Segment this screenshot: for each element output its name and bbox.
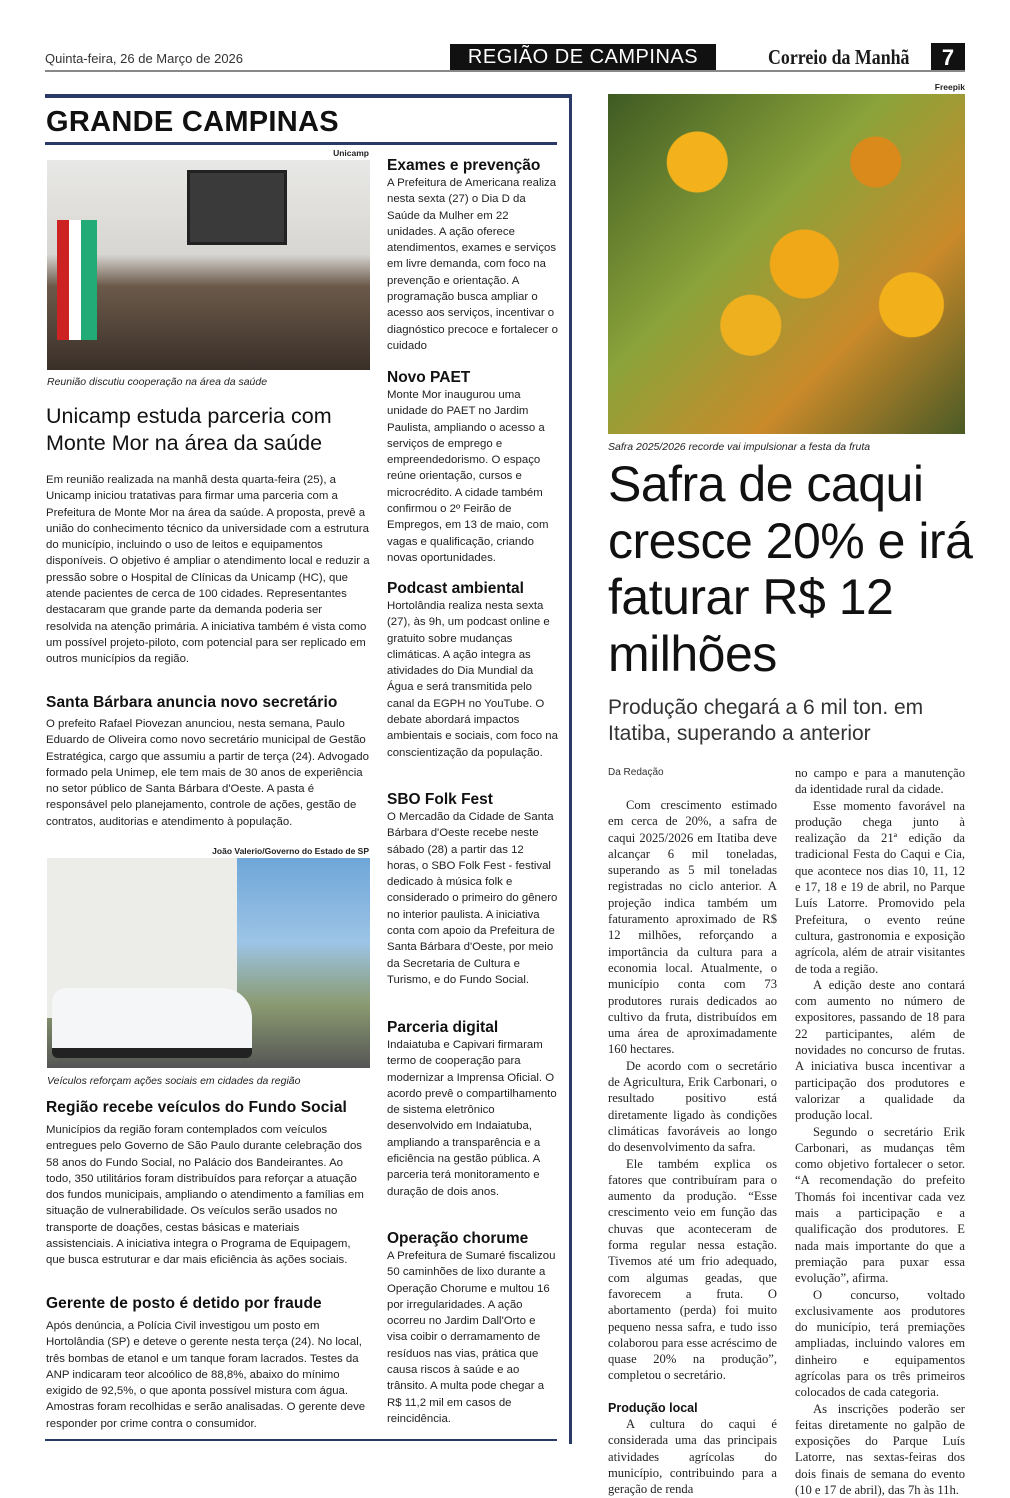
article-headline: Unicamp estuda parceria com Monte Mor na área da saúde [46, 404, 332, 455]
photo-caption: Veículos reforçam ações sociais em cidades da região [47, 1075, 301, 1087]
paragraph: O concurso, voltado exclusivamente aos produtores do município, terá premiações ampliadas, incluindo valores em dinheiro e equipamentos agrícolas para os três primeiros colocados de cada categoria. [795, 1287, 965, 1400]
subhead: Produção local [608, 1400, 698, 1415]
kicker-title: GRANDE CAMPINAS [46, 106, 339, 138]
paragraph: A edição deste ano contará com aumento no número de expositores, passando de 18 para 22 participantes, além de novidades no concurso de frutas. A iniciativa busca incentivar a participação dos produtores e valorizar a qualidade da produção local. [795, 977, 965, 1123]
box-bottom-border [45, 1439, 557, 1441]
photo-caption: Safra 2025/2026 recorde vai impulsionar a festa da fruta [608, 441, 871, 453]
map-picture [187, 170, 287, 245]
brief [387, 1230, 558, 1427]
box-right-border [569, 94, 572, 1444]
brief [387, 580, 558, 791]
middle-briefs [387, 157, 558, 1427]
paragraph: Segundo o secretário Erik Carbonari, as mudanças têm como objetivo fortalecer o setor. “A recomendação do prefeito Thomás foi incentivar cada vez mais a participação e a qualificação dos produtores. E nada mais importante do que a premiação para puxar essa evolução”, afirma. [795, 1124, 965, 1286]
brief [387, 1019, 558, 1230]
vehicle [52, 988, 252, 1058]
brief-body: Monte Mor inaugurou uma unidade do PAET no Jardim Paulista, ampliando o acesso a serviços de emprego e empreendedorismo. O espaço reúne orientação, cursos e microcrédito. A cidade também confirmou o 2º Feirão de Empregos, em 13 de maio, com vagas e qualificação, criando novas oportunidades. [387, 389, 549, 564]
section-title: REGIÃO DE CAMPINAS [450, 44, 716, 70]
brief-title: Região recebe veículos do Fundo Social [46, 1099, 347, 1116]
brief-title: Santa Bárbara anuncia novo secretário [46, 694, 338, 711]
brief-title: Gerente de posto é detido por fraude [46, 1295, 322, 1312]
issue-date: Quinta-feira, 26 de Março de 2026 [45, 51, 244, 66]
article-column-1 [608, 797, 777, 1497]
newspaper-logo: Correio da Manhã [768, 45, 910, 69]
brief-body: A Prefeitura de Sumaré fiscalizou 50 caminhões de lixo durante a Operação Chorume e multou 16 por irregularidades. A ação ocorreu no Jardim Dall'Orto e visa coibir o derramamento de resíduos nas vias, prática que causa riscos à saúde e ao trânsito. A multa pode chegar a R$ 11,2 mil em casos de reincidência. [387, 1250, 556, 1425]
page-number: 7 [931, 43, 965, 72]
paragraph: Esse momento favorável na produção chega junto à realização da 21ª edição da tradicional Festa do Caqui e Cia, que acontece nos dias 10, 11, 12 e 17, 18 e 19 de abril, no Parque Luís Latorre. Promovido pela Prefeitura, o evento reúne cultura, gastronomia e exposição agrícola, além de atrair visitantes de toda a região. [795, 798, 965, 976]
brief-title: Podcast ambiental [387, 580, 524, 597]
brief-body: Hortolândia realiza nesta sexta (27), às 9h, um podcast online e gratuito sobre mudanças climáticas. A ação integra as atividades do Dia Mundial da Água e será transmitida pelo canal da EGPH no YouTube. O debate abordará impactos ambientais e sociais, com foco na conscientização da população. [387, 600, 558, 759]
brief-body: Municípios da região foram contemplados com veículos entregues pelo Governo de São Paulo durante celebração dos 58 anos do Fundo Social, no Palácio dos Bandeirantes. Ao todo, 350 utilitários foram distribuídos para reforçar a atuação dos fundos municipais, ampliando o atendimento a famílias em situação de vulnerabilidade. Os veículos serão usados no transporte de doações, cestas básicas e materiais assistenciais. A iniciativa integra o Programa de Equipagem, que busca estruturar e dar mais eficiência às ações sociais. [46, 1124, 364, 1267]
article-body: Em reunião realizada na manhã desta quarta-feira (25), a Unicamp iniciou tratativas para firmar uma parceria com a Prefeitura de Monte Mor na área da saúde. A proposta, prevê a união do conhecimento técnico da universidade com a estrutura do município, incluindo o uso de leitos e equipamentos disponíveis. O objetivo é ampliar o atendimento local e reduzir a pressão sobre o Hospital de Clínicas da Unicamp (HC), que atende pacientes de cerca de 100 cidades. Representantes destacaram que grande parte da demanda poderia ser resolvida na atenção primária. A iniciativa também é vista como um possível projeto-piloto, com potencial para ser replicado em outros municípios da região. [46, 474, 370, 666]
header-divider [45, 70, 965, 72]
brief-body: Após denúncia, a Polícia Civil investigou um posto em Hortolândia (SP) e deteve o gerente nesta terça (24). No local, três bombas de etanol e um tanque foram lacrados. Testes da ANP indicaram teor alcoólico de 88,8%, abaixo do mínimo exigido de 92,5%, o que aponta possível mistura com água. Amostras foram recolhidas e serão analisadas. O gerente deve responder por crime contra o consumidor. [46, 1320, 366, 1430]
paragraph: De acordo com o secretário de Agricultura, Erik Carbonari, o resultado positivo está diretamente ligado às condições climáticas favoráveis ao longo do desenvolvimento da safra. [608, 1058, 777, 1155]
brief [387, 157, 558, 369]
byline: Da Redação [608, 767, 664, 778]
box-top-border [45, 94, 572, 98]
brief [387, 369, 558, 580]
meeting-photo [47, 160, 370, 370]
brief-body: O Mercadão da Cidade de Santa Bárbara d'Oeste recebe neste sábado (28) a partir das 12 horas, o SBO Folk Fest - festival dedicado à música folk e considerado o primeiro do gênero no interior paulista. A iniciativa conta com apoio da Prefeitura de Santa Bárbara d'Oeste, por meio da Secretaria de Cultura e Turismo, e do Fundo Social. [387, 811, 558, 986]
brief-title: Operação chorume [387, 1230, 529, 1247]
kicker-underline [45, 142, 557, 145]
brief-title: Parceria digital [387, 1019, 499, 1036]
brief-title: Exames e prevenção [387, 157, 541, 174]
brief-title: Novo PAET [387, 369, 471, 386]
paragraph: As inscrições poderão ser feitas diretamente no galpão de exposições do Parque Luís Latorre, nas sextas-feiras dos dois finais de semana do evento (10 e 17 de abril), das 7h às 11h. [795, 1401, 965, 1498]
main-headline: Safra de caqui cresce 20% e irá faturar R$ 12 milhões [608, 456, 973, 682]
photo-credit: João Valerio/Governo do Estado de SP [212, 846, 369, 856]
brief-body: O prefeito Rafael Piovezan anunciou, nesta semana, Paulo Eduardo de Oliveira como novo secretário municipal de Gestão Estratégica, cargo que assumiu a partir de terça (24). Advogado formado pela Unimep, ele tem mais de 30 anos de experiência no setor público de Santa Bárbara d'Oeste. A pasta é responsável pelo planejamento, controle de ações, gestão de contratos, auditorias e atendimento à população. [46, 718, 369, 828]
brief-body: Indaiatuba e Capivari firmaram termo de cooperação para modernizar a Imprensa Oficial. O acordo prevê o compartilhamento de sistema eletrônico desenvolvido em Indaiatuba, ampliando a transparência e a eficiência na gestão pública. A parceria terá monitoramento e duração de dois anos. [387, 1039, 557, 1198]
paragraph: no campo e para a manutenção da identidade rural da cidade. [795, 766, 965, 797]
brief-body: A Prefeitura de Americana realiza nesta sexta (27) o Dia D da Saúde da Mulher em 22 unidades. A ação oferece atendimentos, exames e serviços em livre demanda, com foco na prevenção e orientação. A programação busca ampliar o acesso aos serviços, incentivar o diagnóstico precoce e fortalecer o cuidado [387, 177, 558, 352]
paragraph: Ele também explica os fatores que contribuíram para o aumento da produção. “Esse crescimento veio em função das chuvas que aconteceram de forma regular nessa estação. Tivemos até um frio adequado, com algumas geadas, que favorecem a fruta. O abortamento (perda) foi muito pequeno nessa safra, e tudo isso colaborou para esse acréscimo de quase 20% na produção”, completou o secretário. [608, 1156, 777, 1383]
flags [57, 220, 97, 340]
photo-credit: Freepik [934, 82, 965, 92]
photo-caption: Reunião discutiu cooperação na área da saúde [47, 376, 268, 388]
subtitle: Produção chegará a 6 mil ton. em Itatiba, superando a anterior [608, 696, 924, 745]
paragraph: Com crescimento estimado em cerca de 20%, a safra de caqui 2025/2026 em Itatiba deve alcançar 6 mil toneladas, superando as 5 mil toneladas registradas no ciclo anterior. A projeção indica também um faturamento aproximado de R$ 12 milhões, reforçando a importância da cultura para a economia local. Atualmente, o município conta com 73 produtores rurais dedicados ao cultivo da fruta, distribuídos em uma área de aproximadamente 160 hectares. [608, 798, 777, 1057]
brief-title: SBO Folk Fest [387, 791, 493, 808]
brief [387, 791, 558, 1019]
vehicles-photo [47, 858, 370, 1068]
photo-credit: Unicamp [333, 148, 369, 158]
article-column-2 [795, 765, 965, 1498]
paragraph: A cultura do caqui é considerada uma das principais atividades agrícolas do município, contribuindo para a geração de renda [608, 1416, 777, 1497]
persimmon-photo [608, 94, 965, 434]
